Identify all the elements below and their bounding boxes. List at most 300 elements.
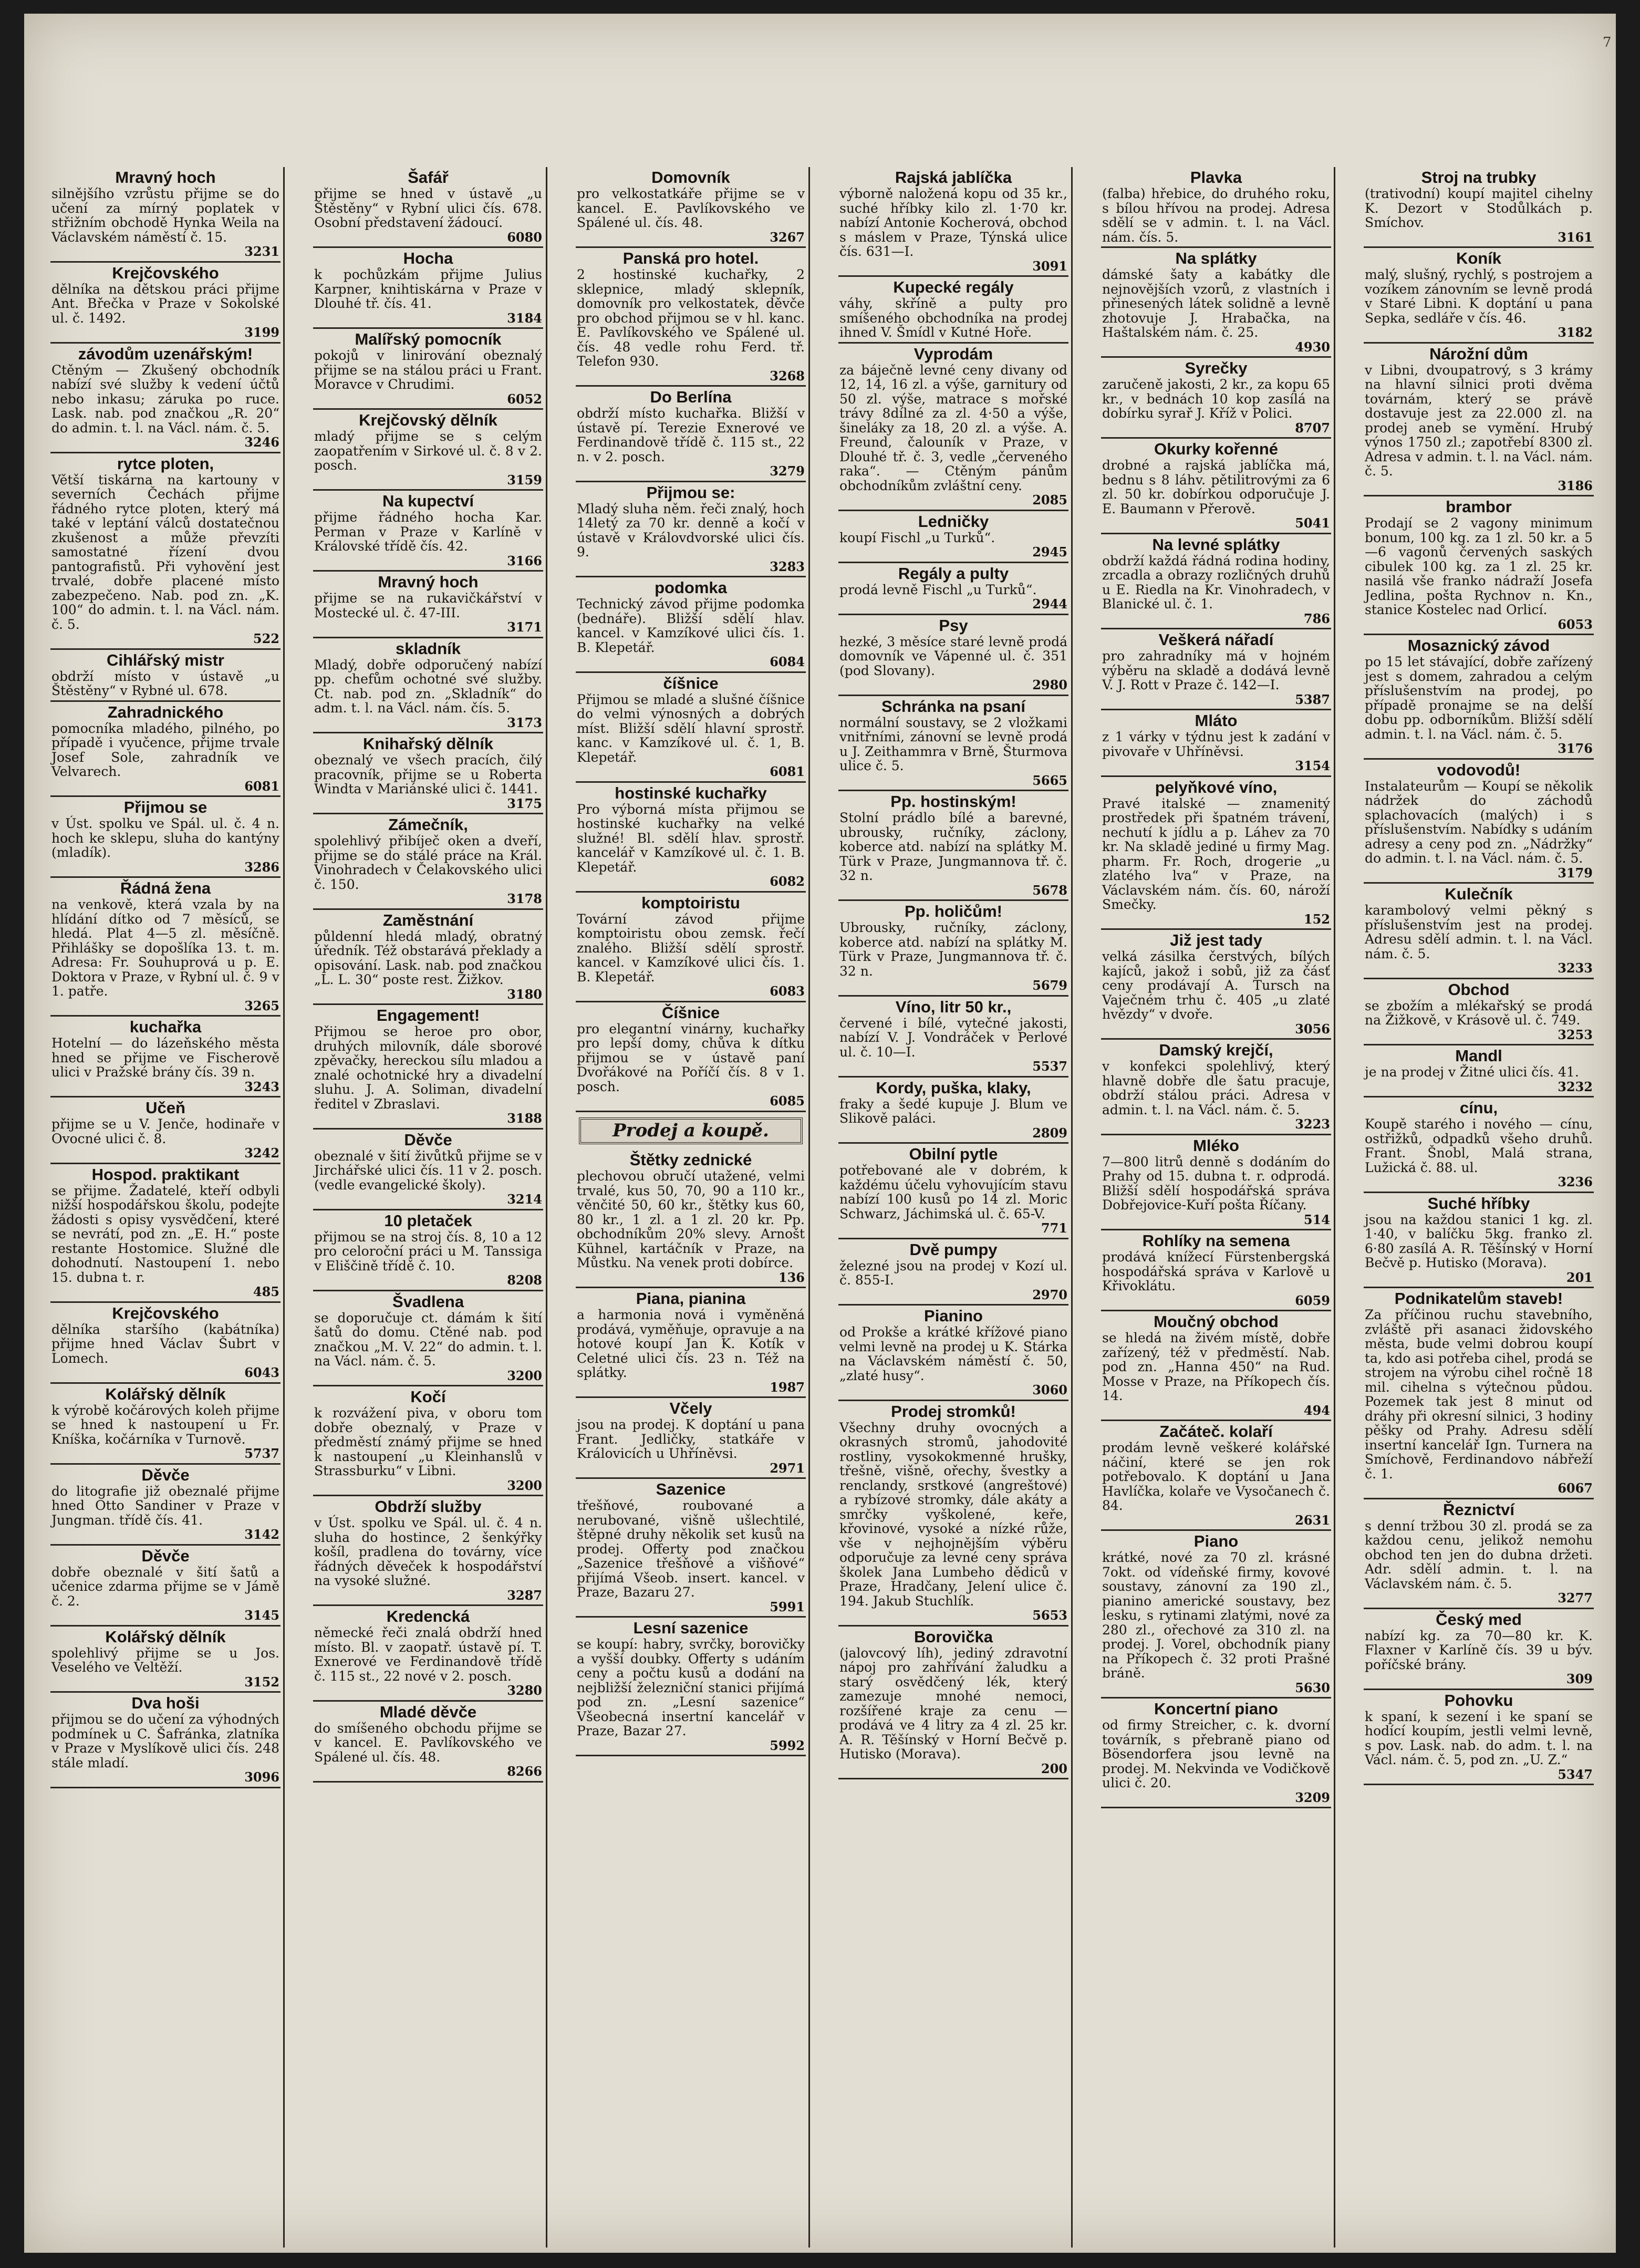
classified-ad [50,1384,281,1465]
ad-body: obeznalé v šití živůtků přijme se v Jirchářské ulici čís. 11 v 2. posch. (vedle evangelické školy). [314,1148,542,1193]
ad-body: Ctěným — Zkušený obchodník nabízí své služby k vedení účtů nebo inkasu; záruka po ruce. Lask. nab. pod značkou „R. 20“ do admin. t. l. na Václ. nám. č. 5. [51,362,279,436]
classified-ad [838,615,1068,696]
ad-number: 3287 [507,1587,542,1603]
ad-headline: Učeň [146,1099,185,1117]
ad-headline: Dva hoši [131,1694,200,1712]
ad-number: 5679 [1032,978,1067,993]
classified-ad [50,453,281,650]
ad-number: 5678 [1032,882,1067,898]
classified-ad [313,1606,543,1702]
classified-ad [576,783,806,893]
ad-number: 3283 [770,558,805,574]
ad-headline: pelyňkové víno, [1155,778,1278,796]
ad-body: v konfekci spolehlivý, který hlavně dobře dle šatu pracuje, obdrží stálou práci. Adresa v admin. t. l. na Václ. nám. č. 5. [1102,1059,1330,1117]
ad-number: 3091 [1032,258,1067,274]
ad-number: 3233 [1558,960,1593,976]
ad-headline: Kupecké regály [893,278,1014,296]
ad-number: 3176 [1558,741,1593,756]
ad-headline: Plavka [1190,168,1242,187]
classified-ad [576,1479,806,1618]
ad-headline: Řeznictví [1442,1500,1515,1519]
ad-number: 8266 [507,1764,542,1779]
classified-ad [1101,777,1331,930]
classified-ad [838,901,1068,997]
ad-body: obdrží každá řádná rodina hodiny, zrcadla a obrazy rozličných druhů u E. Riedla na Kr. Vinohradech, v Blanické ul. č. 1. [1102,553,1330,612]
classified-ad [1101,710,1331,777]
ad-headline: Domovník [651,168,730,187]
ad-body: jsou na každou stanici 1 kg. zl. 1·40, v balíčku 5kg. franko zl. 6·80 zasílá A. R. Těšínský v Horní Bečvě p. Hutisko (Morava). [1365,1211,1593,1270]
column-rule [808,167,810,2248]
ad-headline: Borovička [914,1627,993,1646]
ad-body: od Prokše a krátké křížové piano velmi levně na prodej u K. Stárka na Václavském náměstí č. 50, „zlaté husy“. [839,1324,1067,1383]
ad-headline: Kočí [410,1387,446,1406]
classified-ad [50,1627,281,1693]
ad-body: k výrobě kočárových koleh přijme se hned k nastoupení u Fr. Kníška, kočárníka v Turnově. [51,1402,279,1447]
ad-headline: Zaměstnání [382,910,474,929]
ad-number: 4930 [1295,339,1330,355]
column-rule [1071,167,1073,2248]
ad-body: se zbožím a mlékařský se prodá na Žižkově, v Krásově ul. č. 749. [1365,998,1593,1028]
ad-number: 3182 [1558,325,1593,340]
ad-number: 6083 [770,983,805,999]
ad-number: 3223 [1295,1116,1330,1132]
classified-ad [313,814,543,910]
classified-ad [576,167,806,248]
ad-number: 309 [1566,1671,1593,1686]
ad-headline: Koncertní piano [1154,1700,1278,1718]
ad-headline: Dvě pumpy [909,1240,998,1259]
ad-body: pomocníka mladého, pilného, po případě i vyučence, přijme trvale Josef Sole, zahradník ve Velvarech. [51,720,279,779]
classified-ad [313,167,543,248]
ad-headline: Přijmou se: [646,483,735,502]
ad-number: 6067 [1558,1480,1593,1496]
ad-headline: Obilní pytle [909,1145,998,1163]
ad-body: Ubrousky, ručníky, záclony, koberce atd. nabízí na splátky M. Türk v Praze, Jungmannova tř. č. 32 n. [839,920,1067,979]
ad-headline: Krejčovského [112,1303,219,1322]
ad-headline: Zahradnického [107,702,224,721]
ad-body: prodám levně veškeré kolářské náčiní, které se jen rok potřebovalo. K doptání u Jana Havlíčka, kolaře ve Vysočanech č. 84. [1102,1440,1330,1513]
ad-body: Mladý sluha něm. řeči znalý, hoch 14letý za 70 kr. denně a kočí v ústavě v Královdvorské ulici čís. 9. [577,501,805,560]
ad-headline: Hospod. praktikant [91,1165,240,1184]
ad-body: 7—800 litrů denně s dodáním do Prahy od 15. dubna t. r. odprodá. Bližší sdělí hospodářská správa Dobřejovice-Kuří pošta Říčany. [1102,1154,1330,1213]
ad-body: červené i bílé, vytečné jakosti, nabízí V. J. Vondráček v Perlové ul. č. 10—I. [839,1015,1067,1060]
ad-number: 6085 [770,1093,805,1109]
ad-headline: vodovodů! [1437,760,1521,779]
classified-ad [1101,439,1331,534]
ad-number: 6080 [507,229,542,245]
classified-ad [50,702,281,798]
ad-number: 3186 [1558,478,1593,493]
ad-body: Přijmou se mladé a slušné číšnice do velmi výnosných a dobrých míst. Bližší sdělí hlavní sprostř. kanc. v Kamzíkové ul. č. 1, B. Klepetář. [577,691,805,765]
classified-ad [313,1291,543,1387]
ad-number: 3243 [244,1079,279,1094]
ad-body: se přijme. Žadatelé, kteří odbyli nižší hospodářskou školu, podejte žádosti s opisy vysvědčení, které se nevrátí, pod zn. „E. H.“ poste restante Hostomice. Služné dle dohodnutí. Nastoupení 1. nebo 15. dubna t. r. [51,1183,279,1285]
ad-headline: brambor [1446,498,1512,516]
classified-ad [1364,760,1594,884]
classified-ad [1101,1230,1331,1311]
classified-ad [50,1693,281,1788]
classified-ad [1101,629,1331,710]
ad-body: dělníka staršího (kabátníka) přijme hned Václav Šubrt v Lomech. [51,1321,279,1366]
ad-body: dobře obeznalé v šití šatů a učenice zdarma přijme se v Jámě č. 2. [51,1564,279,1609]
ad-number: 3265 [244,998,279,1013]
classified-ad [1364,1499,1594,1609]
classified-ad [50,1017,281,1097]
ad-number: 5630 [1295,1680,1330,1695]
classified-ad [838,1627,1068,1780]
classified-ad [1101,534,1331,630]
ad-headline: Mladé děvče [379,1702,477,1721]
ad-column-2 [313,167,543,2242]
ad-body: velká zásilka čerstvých, bílých kajíců, jakož i sobů, již za čásť ceny prodávají A. Tursch na Vaječném trhu č. 405 „u zlaté hvězdy“ v dvoře. [1102,949,1330,1022]
ad-body: od firmy Streicher, c. k. dvorní továrník, s přebraně piano od Bösendorfera jsou levně na prodej. M. Nekvinda ve Vodičkově ulici č. 20. [1102,1717,1330,1790]
classified-ad [313,329,543,410]
ad-headline: Obdrží služby [375,1497,482,1516]
ad-number: 5992 [770,1737,805,1753]
ad-headline: Cihlářský mistr [107,650,224,669]
ad-headline: Veškerá nářadí [1158,630,1274,649]
ad-headline: hostinské kuchařky [615,783,767,802]
ad-headline: Pp. holičům! [905,902,1002,920]
ad-headline: Kordy, puška, klaky, [876,1078,1031,1097]
ad-headline: Šafář [408,168,449,187]
ad-headline: Na kupectví [382,492,474,510]
classified-ad [1364,884,1594,979]
ad-body: se hledá na živém místě, dobře zařízený, též v předměstí. Nab. pod zn. „Hanna 450“ na Rud. Mosse v Praze, na Příkopech čís. 14. [1102,1330,1330,1403]
classified-ad [838,1401,1068,1627]
classified-ad [50,263,281,344]
classified-ad [313,1210,543,1291]
ad-body: obeznalý ve všech pracích, čilý pracovník, přijme se u Roberta Windta v Mariánské ulici č. 1441. [314,752,542,796]
ad-body: silnějšího vzrůstu přijme se do učení za mírný poplatek v střižním obchodě Hynka Weila na Václavském náměstí č. 15. [51,186,279,245]
classified-ad [50,1303,281,1384]
ad-body: váhy, skříně a pulty pro smíšeného obchodníka na prodej ihned V. Šmídl v Kutné Hoře. [839,296,1067,340]
ad-headline: Kolářský dělník [105,1384,226,1403]
ad-headline: Rohlíky na semena [1142,1231,1290,1250]
classified-ad [576,893,806,1002]
ad-body: přijme řádného hocha Kar. Perman v Praze v Karlíně v Královské třídě čís. 42. [314,510,542,554]
ad-number: 3277 [1558,1590,1593,1606]
ad-number: 3096 [244,1769,279,1785]
ad-body: k pochůzkám přijme Julius Karpner, knihtiskárna v Praze v Dlouhé tř. čís. 41. [314,267,542,311]
classified-ad [313,410,543,491]
classified-ad [313,1702,543,1783]
ad-body: (jalovcový líh), jediný zdravotní nápoj pro zahřívání žaludku a starý osvědčený lék, který zamezuje mnohé nemoci, rozšířené kraje za cenu — prodává ve 4 litry za 4 zl. 25 kr. A. R. Těšínský v Horní Bečvě p. Hutisko (Morava). [839,1645,1067,1762]
ad-body: je na prodej v Žitné ulici čís. 41. [1365,1064,1579,1080]
classified-ad [1101,1699,1331,1808]
ad-body: jsou na prodej. K doptání u pana Frant. Jedličky, statkáře v Královicích u Uhříněvsi. [577,1417,805,1461]
classified-ad [50,650,281,702]
ad-headline: Vyprodám [914,344,993,363]
ad-body: zaručeně jakosti, 2 kr., za kopu 65 kr., v bednách 10 kop zasílá na dobírku syrař J. Kříž v Polici. [1102,377,1330,421]
classified-ad [313,572,543,638]
ad-body: pro zahradníky má v hojném výběru na skladě a dodává levně V. J. Rott v Praze č. 142—I. [1102,648,1330,692]
ad-number: 3145 [244,1608,279,1623]
ad-number: 152 [1303,911,1330,927]
ad-headline: Podnikatelům staveb! [1394,1289,1563,1308]
ad-body: Pravé italské — znamenitý prostředek při špatném trávení, nechutí k jídlu a p. Láhev za 70 kr. Na skladě jediné u firmy Mag. pharm. Fr. Roch, drogerie „u zlatého lva“ v Praze, na Václavském nám. čís. 60, nároží Smečky. [1102,795,1330,912]
ad-number: 3184 [507,310,542,326]
ad-headline: Mravný hoch [115,168,216,187]
ad-body: Všechny druhy ovocných a okrasných stromů, jahodovité rostliny, vysokokmenné hrušky, třešně, višně, ořechy, švestky a renclandy, srstkové (angreštové) a rybízové stromky, dále akáty a smrčky vyškolené, keře, křovinové, vysoké a nízké růže, vše v nejhojnějším výběru odporučuje za levné ceny správa školek Jana Lumbeho dědiců v Praze, Hradčany, Jelení ulice č. 194. Jakub Stuchlík. [839,1420,1067,1609]
ad-headline: Mosaznický závod [1407,636,1550,655]
ad-headline: Kolářský dělník [105,1627,226,1646]
ad-body: Větší tiskárna na kartouny v severních Čechách přijme řádného rytce ploten, který má také v leptání válců dostatečnou zkušenost a může převzíti samostatné řízení dvou pantografistů. Při vyhovění jest trvalé, dobře placené místo zabezpečeno. Nab. pod zn. „K. 100“ do admin. t. l. na Václ. nám. č. 5. [51,472,279,632]
ad-body: Stolní prádlo bílé a barevné, ubrousky, ručníky, záclony, koberce atd. nabízí na splátky M. Türk v Praze, Jungmannova tř. č. 32 n. [839,810,1067,883]
ad-number: 5653 [1032,1608,1067,1623]
ad-body: k spaní, k sezení i ke spaní se hodící koupím, jestli velmi levně, s pov. Lask. nab. do adm. t. l. na Václ. nám. č. 5, pod zn. „U. Z.“ [1365,1708,1593,1767]
ad-number: 200 [1041,1760,1067,1776]
ad-number: 201 [1566,1269,1593,1285]
classified-ad [1364,167,1594,248]
ad-number: 3179 [1558,865,1593,881]
ad-body: obdrží místo kuchařka. Bližší v ústavě pí. Terezie Exnerové ve Ferdinandově třídě č. 115 st., 22 n. v 2. posch. [577,406,805,464]
ad-number: 5387 [1295,691,1330,707]
ad-body: přijmou se do učení za výhodných podmínek u C. Šafránka, zlatníka v Praze v Myslíkově ulici čís. 248 stále mladí. [51,1712,279,1770]
ad-headline: Řádná žena [120,879,211,897]
ad-headline: Mravný hoch [378,573,479,591]
ad-body: z 1 várky v týdnu jest k zadání v pivovaře v Uhříněvsi. [1102,729,1330,759]
ad-headline: Na levné splátky [1152,535,1280,554]
ad-number: 3253 [1558,1027,1593,1042]
classified-ad [1364,1193,1594,1289]
ad-number: 6043 [244,1365,279,1380]
ad-body: se koupí: habry, svrčky, borovičky a vyšší doubky. Offerty s udáním ceny a počtu kusů a dodání na nejbližší železniční stanici přijímá pod zn. „Lesní sazenice“ Všeobecná insertní kancelář v Praze, Bazar 27. [577,1637,805,1738]
ad-number: 3154 [1295,758,1330,773]
ad-body: Pro výborná místa přijmou se hostinské kuchařky na velké služné! Bl. sdělí hlav. sprostř. kancelář v Kamzíkové ul. č. 1. B. Klepetář. [577,801,805,875]
classified-ad [313,1386,543,1496]
classified-ad [50,1164,281,1303]
ad-number: 2970 [1032,1287,1067,1302]
ad-number: 2971 [770,1460,805,1476]
ad-number: 3209 [1295,1789,1330,1805]
classified-ad [576,1149,806,1288]
newspaper-page [24,14,1616,2253]
ad-headline: Stroj na trubky [1421,168,1537,187]
classified-ad [838,563,1068,615]
classified-ad [576,1618,806,1756]
ad-column-6 [1364,167,1594,2242]
ad-body: v Libni, dvoupatrový, s 3 krámy na hlavní silnici proti dvěma továrnám, který se právě dostavuje jest za 22.000 zl. na prodej aneb se vymění. Hrubý výnos 1750 zl.; zapotřebí 8300 zl. Adresa v admin. t. l. na Václ. nám. č. 5. [1365,362,1593,479]
ad-number: 6059 [1295,1292,1330,1308]
classified-ad [838,1078,1068,1144]
ad-number: 5041 [1295,515,1330,531]
ad-headline: Lesní sazenice [633,1619,749,1637]
classified-ad [313,1005,543,1130]
page-number: 7 [1603,35,1612,50]
ad-number: 6081 [244,778,279,794]
ad-column-3 [576,167,806,2242]
ad-body: karambolový velmi pěkný s příslušenstvím jest na prodej. Adresu sdělí admin. t. l. na Václ. nám. č. 5. [1365,903,1593,961]
ad-number: 3279 [770,463,805,479]
classified-ad [1364,1690,1594,1786]
ad-body: Hotelní — do lázeňského města hned se přijme ve Fischerově ulici v Pražské brány čís. 39 n. [51,1035,279,1080]
ad-body: prodá levně Fischl „u Turků“. [839,582,1037,597]
ad-headline: cínu, [1459,1099,1498,1117]
ad-headline: Přijmou se [123,798,207,816]
ad-body: Technický závod přijme podomka (bednáře). Bližší sdělí hlav. kancel. v Kamzíkové ulici čís. 1. B. Klepetář. [577,596,805,655]
ad-body: drobné a rajská jablíčka má, bednu s 8 láhv. pětilitrovými za 6 zl. 50 kr. dobírkou odporučuje J. E. Baumann v Přerově. [1102,458,1330,516]
ad-headline: podomka [655,578,727,597]
classified-ad [1364,1609,1594,1690]
ad-headline: Engagement! [376,1006,480,1024]
ad-body: Přijmou se heroe pro obor, druhých milovník, dále sborové zpěvačky, hereckou sílu mladou a znalé ochotnické hry a divadelní sluhu. J. A. Soliman, divadelní ředitel v Zbraslavi. [314,1024,542,1112]
ad-body: v Úst. spolku ve Spál. ul. č. 4 n. hoch ke sklepu, sluha do kantýny (mladík). [51,816,279,860]
ad-headline: číšnice [663,674,719,692]
classified-ad [838,791,1068,901]
ad-body: obdrží místo v ústavě „u Štěstěny“ v Rybné ul. 678. [51,668,279,698]
ad-number: 3242 [244,1145,279,1161]
ad-body: do litografie již obeznalé přijme hned Otto Sandiner v Praze v Jungman. třídě čís. 41. [51,1483,279,1528]
section-banner: Prodej a koupě. [579,1117,803,1145]
classified-ad [50,878,281,1017]
ad-body: spolehlivý přibíječ oken a dveří, přijme se do stálé práce na Král. Vinohradech v Čelakovského ulici č. 150. [314,833,542,892]
ad-body: nabízí kg. za 70—80 kr. K. Flaxner v Karlíně čís. 39 u býv. poříčské brány. [1365,1628,1593,1672]
ad-body: a harmonia nová i vyměněná prodává, vyměňuje, opravuje a na hotové koupí Jan K. Kotík v Celetné ulici čís. 23 n. Též na splátky. [577,1307,805,1380]
ad-headline: Suché hříbky [1427,1194,1530,1213]
ad-body: (falba) hřebice, do druhého roku, s bílou hřívou na prodej. Adresa sdělí se v admin. t. l. na Václ. nám. čís. 5. [1102,186,1330,245]
ad-number: 3175 [507,795,542,811]
classified-ad [838,1306,1068,1401]
column-rule [546,167,547,2248]
ad-number: 3056 [1295,1021,1330,1037]
ad-body: 2 hostinské kuchařky, 2 sklepnice, mladý sklepník, domovník pro velkostatek, děvče pro obchod přijmou se v hl. kanc. E. Pavlíkovského ve Spálené ul. čís. 48 vedle rohu Ferd. tř. Telefon 930. [577,267,805,369]
classified-ad [1364,1045,1594,1097]
classified-ad [1364,1097,1594,1193]
ad-number: 2809 [1032,1125,1067,1141]
ad-headline: Štětky zednické [629,1151,752,1169]
ad-headline: Ledničky [918,512,989,531]
ad-headline: Moučný obchod [1154,1312,1279,1331]
ad-number: 3214 [507,1192,542,1207]
ad-headline: Prodej stromků! [891,1402,1016,1421]
classified-ad [838,1239,1068,1306]
ad-body: Prodají se 2 vagony minimum bonum, 100 kg. za 1 zl. 50 kr. a 5—6 vagonů červených saských cibulek 100 kg. za 1 zl. 25 kr. nasilá vše franko nádraží Josefa Jedlina, pošta Rychnov n. Kn., stanice Kostelec nad Orlicí. [1365,515,1593,617]
classified-ad [576,673,806,783]
ad-body: v Úst. spolku ve Spál. ul. č. 4 n. sluha do hostince, 2 šenkýřky košíl, pradlena do továrny, více řádných děveček k hospodářství na vysoké služné. [314,1515,542,1588]
classified-ad [50,1546,281,1627]
ad-headline: Krejčovský dělník [359,411,497,429]
ad-number: 2945 [1032,544,1067,560]
ad-body: Tovární závod přijme komptoiristu obou zemsk. řečí znalého. Bližší sdělí sprostř. kancel. v Kamzíkové ulici čís. 1. B. Klepetář. [577,911,805,985]
ad-number: 5991 [770,1599,805,1614]
ad-body: (trativodní) koupí majitel cihelny K. Dezort v Stodůlkách p. Smíchov. [1365,186,1593,230]
ad-body: spolehlivý přijme se u Jos. Veselého ve Veltěží. [51,1645,279,1675]
ad-headline: Začáteč. kolaří [1159,1422,1273,1441]
ad-number: 3280 [507,1683,542,1698]
ad-number: 3171 [507,619,542,635]
ad-number: 522 [253,631,279,646]
classified-ad [1364,496,1594,635]
ad-number: 771 [1041,1220,1067,1236]
ad-body: německé řeči znalá obdrží hned místo. Bl. v zaopatř. ústavě pí. T. Exnerové ve Ferdinandově třídě č. 115 st., 22 nové v 2. posch. [314,1625,542,1684]
ad-headline: Piana, pianina [636,1289,746,1308]
ad-body: pro velkostatkáře přijme se v kancel. E. Pavlíkovského ve Spálené ul. čís. 48. [577,186,805,230]
classified-ad [576,1002,806,1112]
ad-number: 6084 [770,654,805,669]
ad-headline: Piano [1193,1532,1239,1550]
classified-ad [313,1496,543,1606]
classified-ad [313,491,543,572]
ad-body: dělníka na dětskou práci přijme Ant. Břečka v Praze v Sokolské ul. č. 1492. [51,281,279,326]
ad-headline: Schránka na psaní [881,697,1025,716]
ad-headline: Včely [669,1399,712,1417]
ad-headline: Na splátky [1175,249,1257,267]
classified-ad [576,1288,806,1398]
ad-headline: komptoiristu [641,893,740,912]
classified-ad [838,696,1068,792]
ad-number: 3152 [244,1674,279,1690]
ad-body: malý, slušný, rychlý, s postrojem a vozíkem zánovním se levně prodá v Staré Libni. K doptání u pana Sepka, sedláře v čís. 46. [1365,267,1593,326]
classified-ad [838,997,1068,1078]
ad-body: půldenní hledá mladý, obratný úředník. Též obstarává překlady a opisování. Lask. nab. pod značkou „L. L. 30“ poste rest. Žižkov. [314,928,542,987]
ad-headline: Kulečník [1445,885,1513,903]
ad-number: 6053 [1558,616,1593,632]
ad-headline: Zámečník, [388,815,468,834]
ad-headline: rytce ploten, [117,454,214,473]
ad-number: 2085 [1032,492,1067,508]
ad-headline: Děvče [141,1465,190,1484]
ad-number: 5737 [244,1446,279,1461]
classified-ad [50,344,281,453]
ad-headline: 10 pletaček [384,1211,472,1230]
ad-number: 5537 [1032,1059,1067,1074]
ad-number: 3199 [244,325,279,340]
ad-body: železné jsou na prodej v Kozí ul. č. 855-I. [839,1258,1067,1288]
ad-body: Instalateurům — Koupí se několik nádržek do záchodů splachovacích (malých) i s příslušenstvím. Nabídky s udáním adresy a ceny pod zn. „Nádržky“ do admin. t. l. na Václ. nám. č. 5. [1365,778,1593,866]
ad-number: 6082 [770,874,805,889]
ad-body: přijme se u V. Jenče, hodinaře v Ovocné ulici č. 8. [51,1116,279,1146]
classified-ad [576,577,806,673]
classified-ad [576,387,806,482]
classified-ad [313,638,543,734]
ad-number: 1987 [770,1379,805,1395]
ad-headline: Pp. hostinským! [890,792,1016,811]
classified-ad [1101,248,1331,358]
ad-headline: Rajská jablíčka [895,168,1012,187]
classified-ad [50,167,281,263]
ad-number: 136 [778,1269,805,1285]
ad-headline: kuchařka [129,1018,202,1036]
ad-headline: Obchod [1448,980,1510,999]
ad-body: přijme se na rukavičkářství v Mostecké ul. č. 47-III. [314,591,542,620]
ad-number: 3173 [507,714,542,730]
classified-ad [50,1097,281,1164]
classified-ad [1101,1135,1331,1231]
ad-headline: skladník [395,639,461,658]
ad-headline: Již jest tady [1170,931,1262,949]
ad-body: krátké, nové za 70 zl. krásné 7okt. od vídeňské firmy, kovové soustavy, zánovní za 190 zl., pianino americké soustavy, bez lesku, s rytinami zlatými, nové za 280 zl., ořechové za 310 zl. na prodej. J. Vorel, obchodník piany na Příkopech č. 32 proti Prašné bráně. [1102,1550,1330,1681]
ad-number: 6081 [770,764,805,779]
classified-ad [1101,1311,1331,1421]
ad-body: za báječně levné ceny divany od 12, 14, 16 zl. a výše, garnitury od 50 zl. výše, matrace s mořské trávy 8dílné za zl. 4·50 a výše, šineláky za 18, 20 zl. a výše. A. Freund, čalouník v Praze, v Dlouhé tř. č. 3, vedle „červeného raka“. — Ctěným pánům obchodníkům zvláštní ceny. [839,362,1067,493]
ad-number: 3246 [244,434,279,450]
ad-column-5 [1101,167,1331,2242]
ad-number: 3178 [507,891,542,906]
ad-number: 3188 [507,1111,542,1126]
ad-body: do smíšeného obchodu přijme se v kancel. E. Pavlíkovského ve Spálené ul. čís. 48. [314,1720,542,1765]
ad-number: 3161 [1558,229,1593,245]
ad-number: 485 [253,1284,279,1299]
ad-headline: Do Berlína [650,388,732,406]
ad-body: pro elegantní vinárny, kuchařky pro lepší domy, chůva k dítku přijmou se v ústavě paní Dvořákové na Poříčí čís. 8 v 1. posch. [577,1021,805,1094]
classified-ad [838,167,1068,277]
ad-headline: Švadlena [392,1292,464,1311]
classified-ad [1364,1288,1594,1499]
column-rule [1334,167,1335,2248]
classified-ad [313,1130,543,1210]
ad-headline: Mléko [1193,1136,1239,1155]
